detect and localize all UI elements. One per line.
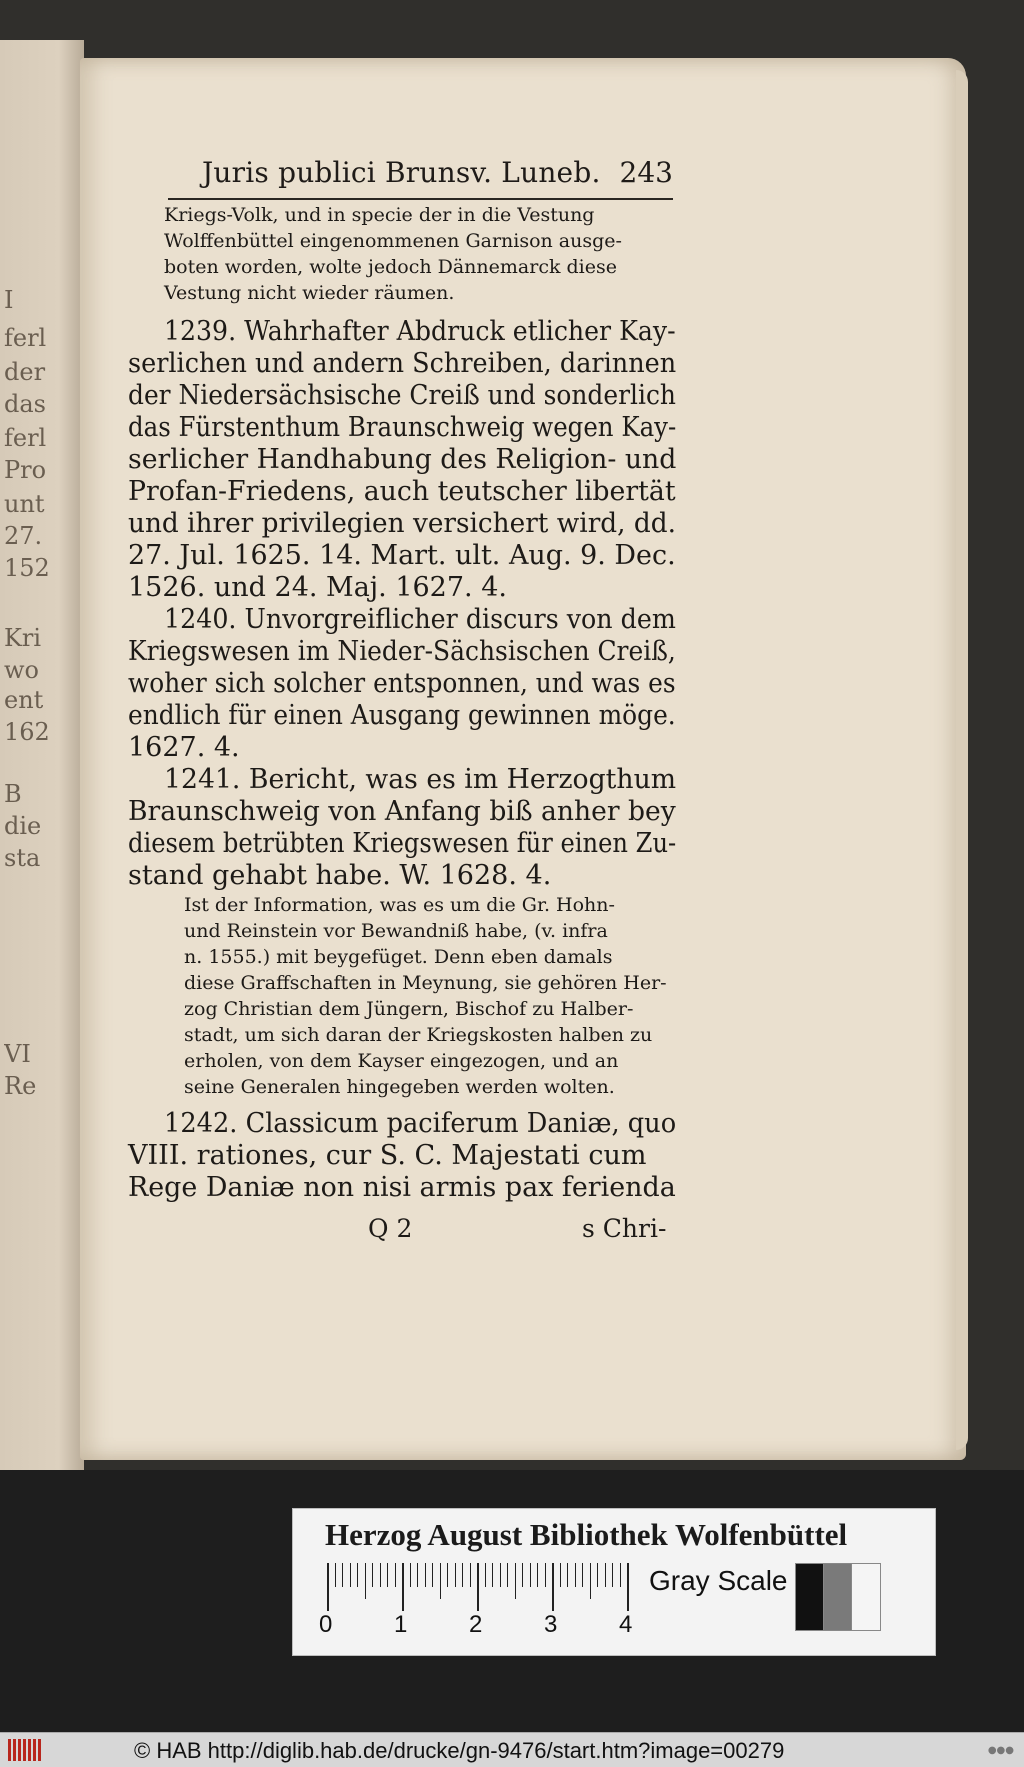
text-line: erholen, von dem Kayser eingezogen, und an (184, 1050, 619, 1072)
text-line: Kriegswesen im Nieder-Sächsischen Creiß, (128, 636, 676, 667)
ruler-tick (507, 1563, 508, 1587)
ruler-tick (327, 1563, 329, 1611)
ruler-tick (402, 1563, 404, 1611)
text-line: Kriegs-Volk, und in specie der in die Vestung (164, 204, 595, 226)
text-line: diesem betrübten Kriegswesen für einen Zu- (128, 828, 677, 859)
text-line: 1241. Bericht, was es im Herzogthum (164, 764, 677, 795)
ruler-tick (342, 1563, 343, 1587)
ruler-tick (447, 1563, 448, 1587)
catchword: s Chri- (582, 1214, 667, 1243)
ruler-tick (350, 1563, 351, 1587)
page-edge (956, 70, 968, 1450)
text-line: diese Graffschaften in Meynung, sie gehören Her- (184, 972, 667, 994)
previous-page-text-fragment: 152 (4, 554, 50, 582)
gray-scale-label: Gray Scale (649, 1565, 788, 1596)
previous-page-text-fragment: Kri (4, 624, 42, 652)
text-line: das Fürstenthum Braunschweig wegen Kay- (128, 412, 677, 443)
text-line: stadt, um sich daran der Kriegskosten halben zu (184, 1024, 653, 1046)
text-line: boten worden, wolte jedoch Dännemarck diese (164, 256, 617, 278)
color-calibration-card (292, 1508, 936, 1656)
ruler-tick (455, 1563, 456, 1587)
text-line: VIII. rationes, cur S. C. Majestati cum (128, 1140, 647, 1171)
previous-page-text-fragment: Pro (4, 456, 47, 484)
text-line: 1242. Classicum paciferum Daniæ, quo (164, 1108, 677, 1139)
ruler-tick (395, 1563, 396, 1587)
measurement-ruler (327, 1563, 637, 1611)
viewer-footer (0, 1732, 1024, 1767)
signature-mark: Q 2 (368, 1214, 413, 1243)
text-line: stand gehabt habe. W. 1628. 4. (128, 860, 552, 891)
previous-page-text-fragment: Re (4, 1072, 37, 1100)
gray-patch (823, 1563, 853, 1631)
text-line: n. 1555.) mit beygefüget. Denn eben damals (184, 946, 613, 968)
ruler-tick (530, 1563, 531, 1587)
text-line: zog Christian dem Jüngern, Bischof zu Halber- (184, 998, 634, 1020)
ruler-tick (500, 1563, 501, 1587)
previous-page-text-fragment: wo (4, 656, 39, 684)
text-line: 1239. Wahrhafter Abdruck etlicher Kay- (164, 316, 676, 347)
ruler-tick (492, 1563, 493, 1587)
ruler-tick (515, 1563, 516, 1599)
ruler-tick (432, 1563, 433, 1587)
ruler-number: 0 (319, 1611, 333, 1638)
text-line: serlichen und andern Schreiben, darinnen (128, 348, 677, 379)
more-icon: ●●● (987, 1745, 1014, 1756)
ruler-tick (417, 1563, 418, 1587)
text-line: 1240. Unvorgreiflicher discurs von dem (164, 604, 676, 635)
text-line: Profan-Friedens, auch teutscher libertät (128, 476, 676, 507)
ruler-tick (387, 1563, 388, 1587)
text-line: 1627. 4. (128, 732, 240, 763)
ruler-tick (425, 1563, 426, 1587)
ruler-tick (477, 1563, 479, 1611)
text-line: und Reinstein vor Bewandniß habe, (v. infra (184, 920, 608, 942)
previous-page-text-fragment: ent (4, 686, 44, 714)
ruler-number: 2 (469, 1611, 483, 1638)
ruler-number: 4 (619, 1611, 633, 1638)
hab-logo-icon (8, 1739, 48, 1761)
gray-patch (795, 1563, 825, 1631)
ruler-tick (462, 1563, 463, 1587)
previous-page-text-fragment: ferl (4, 324, 47, 352)
institution-name: Herzog August Bibliothek Wolfenbüttel (325, 1517, 848, 1552)
text-line: Braunschweig von Anfang biß anher bey (128, 796, 676, 827)
ruler-number: 3 (544, 1611, 558, 1638)
text-line: endlich für einen Ausgang gewinnen möge. (128, 700, 676, 731)
previous-page-text-fragment: 27. (4, 522, 43, 550)
previous-page-text-fragment: B (4, 780, 22, 808)
ruler-tick (470, 1563, 471, 1587)
previous-page-text-fragment: die (4, 812, 42, 840)
page-number: 243 (619, 156, 673, 189)
previous-page-edge (0, 40, 84, 1470)
ruler-tick (485, 1563, 486, 1587)
ruler-tick (522, 1563, 523, 1587)
previous-page-text-fragment: das (4, 390, 46, 418)
ruler-tick (552, 1563, 554, 1611)
previous-page-text-fragment: unt (4, 490, 45, 518)
running-title: Juris publici Brunsv. Luneb. (202, 156, 601, 189)
text-line: 27. Jul. 1625. 14. Mart. ult. Aug. 9. Dec. (128, 540, 676, 571)
previous-page-text-fragment: VI (4, 1040, 31, 1068)
text-line: serlicher Handhabung des Religion- und (128, 444, 677, 475)
ruler-tick (372, 1563, 373, 1587)
gray-patch (851, 1563, 881, 1631)
previous-page-text-fragment: sta (4, 844, 41, 872)
text-line: Rege Daniæ non nisi armis pax ferienda (128, 1172, 676, 1203)
ruler-tick (545, 1563, 546, 1587)
previous-page-text-fragment: I (4, 286, 14, 314)
ruler-tick (537, 1563, 538, 1587)
ruler-tick (590, 1563, 591, 1599)
text-line: und ihrer privilegien versichert wird, dd. (128, 508, 676, 539)
ruler-tick (612, 1563, 613, 1587)
previous-page-text-fragment: der (4, 358, 46, 386)
text-line: seine Generalen hingegeben werden wolten. (184, 1076, 615, 1098)
ruler-tick (605, 1563, 606, 1587)
ruler-number: 1 (394, 1611, 408, 1638)
text-line: Ist der Information, was es um die Gr. Hohn- (184, 894, 615, 916)
ruler-tick (357, 1563, 358, 1587)
ruler-tick (380, 1563, 381, 1587)
ruler-tick (620, 1563, 621, 1587)
ruler-tick (365, 1563, 366, 1599)
page-header (168, 150, 673, 200)
ruler-tick (560, 1563, 561, 1587)
text-line: 1526. und 24. Maj. 1627. 4. (128, 572, 507, 603)
text-line: Vestung nicht wieder räumen. (164, 282, 455, 304)
ruler-tick (410, 1563, 411, 1587)
ruler-tick (567, 1563, 568, 1587)
text-line: der Niedersächsische Creiß und sonderlich (128, 380, 676, 411)
ruler-tick (597, 1563, 598, 1587)
ruler-tick (575, 1563, 576, 1587)
ruler-tick (582, 1563, 583, 1587)
copyright-url[interactable]: © HAB http://diglib.hab.de/drucke/gn-9476/start.htm?image=00279 (134, 1738, 785, 1763)
previous-page-text-fragment: ferl (4, 424, 47, 452)
text-line: woher sich solcher entsponnen, und was es (128, 668, 676, 699)
text-line: Wolffenbüttel eingenommenen Garnison ausge- (164, 230, 622, 252)
ruler-tick (627, 1563, 629, 1611)
ruler-tick (335, 1563, 336, 1587)
previous-page-text-fragment: 162 (4, 718, 50, 746)
ruler-tick (440, 1563, 441, 1599)
